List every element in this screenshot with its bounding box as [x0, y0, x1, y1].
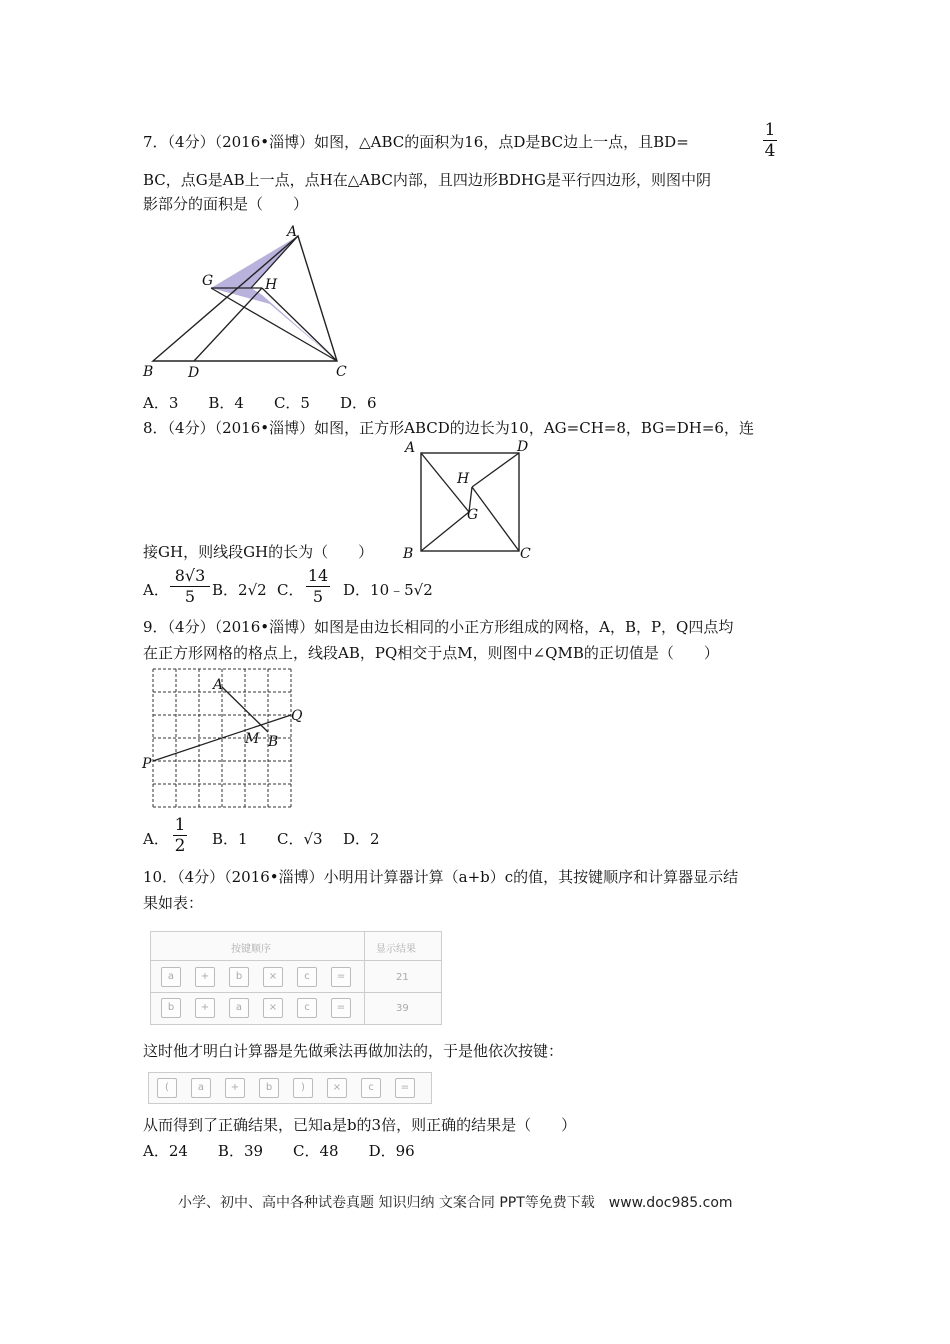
page-footer: 小学、初中、高中各种试卷真题 知识归纳 文案合同 PPT等免费下载 www.doc985.com: [178, 1195, 733, 1211]
q9-option-a-den: 2: [174, 836, 186, 856]
q10-text-line3: 这时他才明白计算器是先做乘法再做加法的，于是他依次按键：: [143, 1042, 564, 1060]
q8-label-a: A: [405, 440, 416, 456]
q8-option-b: B．2√2: [212, 581, 267, 599]
calculator-key: =: [331, 967, 351, 987]
q8-option-c: C．: [277, 581, 304, 599]
q7-fraction-den: 4: [764, 141, 776, 161]
q9-text-line2: 在正方形网格的格点上，线段AB，PQ相交于点M，则图中∠QMB的正切值是（ ）: [143, 644, 719, 662]
q7-text-line2: BC，点G是AB上一点，点H在△ABC内部，且四边形BDHG是平行四边形，则图中阴: [143, 171, 711, 189]
calculator-key: ×: [263, 998, 283, 1018]
calculator-key: b: [229, 967, 249, 987]
q9-label-a: A: [213, 677, 224, 693]
calculator-key: +: [195, 998, 215, 1018]
q7-label-d: D: [188, 365, 200, 381]
calculator-key: a: [191, 1078, 211, 1098]
q9-option-c: C．√3: [277, 830, 323, 848]
q10-table-header-keys: 按键顺序: [231, 944, 271, 955]
q8-label-d: D: [517, 439, 529, 455]
calculator-key: ×: [263, 967, 283, 987]
q8-text-line2: 接GH，则线段GH的长为（ ）: [143, 543, 374, 561]
q8-option-c-num: 14: [307, 566, 329, 585]
q8-option-a-fraction: [170, 566, 210, 607]
q10-table-row2-result: 39: [396, 1003, 409, 1014]
q8-square-figure: [400, 438, 540, 562]
calculator-key: a: [229, 998, 249, 1018]
q10-text-line1: 10．（4分）（2016•淄博）小明用计算器计算（a+b）c的值，其按键顺序和计算器显示结: [143, 868, 739, 886]
q10-text-line4: 从而得到了正确结果，已知a是b的3倍，则正确的结果是（ ）: [143, 1116, 577, 1134]
calculator-key: c: [361, 1078, 381, 1098]
calculator-key: +: [195, 967, 215, 987]
calculator-key: c: [297, 967, 317, 987]
q7-fraction-num: 1: [764, 120, 776, 140]
q9-label-q: Q: [291, 708, 303, 724]
q7-options: A．3 B．4 C．5 D．6: [143, 394, 377, 412]
q10-text-line2: 果如表：: [143, 894, 204, 912]
q8-option-a: A．: [143, 581, 169, 599]
q8-segment-dh: [472, 453, 519, 487]
q10-key-sequence: [148, 1072, 432, 1104]
q10-table-row1-result: 21: [396, 972, 409, 983]
q8-label-c: C: [520, 546, 531, 562]
q9-option-b: B．1: [212, 830, 248, 848]
q7-fraction: [763, 120, 777, 161]
q9-text-line1: 9．（4分）（2016•淄博）如图是由边长相同的小正方形组成的网格，A，B，P，Q四点均: [143, 618, 734, 636]
q9-label-m: M: [245, 731, 260, 747]
q7-label-c: C: [336, 364, 347, 380]
q9-option-a-num: 1: [174, 815, 186, 835]
calculator-key: =: [331, 998, 351, 1018]
q7-label-h: H: [265, 277, 278, 293]
q7-label-g: G: [202, 273, 214, 289]
q9-option-d: D．2: [343, 830, 380, 848]
q9-option-a: A．: [143, 830, 169, 848]
q8-option-c-fraction: [306, 566, 330, 607]
q8-option-c-den: 5: [312, 587, 324, 606]
q7-label-b: B: [143, 364, 154, 380]
q8-text-line1: 8．（4分）（2016•淄博）如图，正方形ABCD的边长为10，AG=CH=8，BG=DH=6，连: [143, 419, 754, 437]
calculator-key: +: [225, 1078, 245, 1098]
q7-triangle-abc: [153, 236, 337, 361]
q9-grid-figure: [138, 664, 318, 812]
q8-segment-ch: [472, 487, 519, 551]
q10-key-table: [150, 931, 442, 1025]
q7-label-a: A: [287, 224, 298, 240]
q8-label-h: H: [457, 471, 470, 487]
q8-option-d: D．10﹣5√2: [343, 581, 433, 599]
q8-option-a-num: 8√3: [174, 566, 206, 585]
q8-segment-bg: [421, 512, 469, 551]
calculator-key: ×: [327, 1078, 347, 1098]
q7-triangle-figure: [140, 222, 360, 382]
calculator-key: b: [161, 998, 181, 1018]
calculator-key: =: [395, 1078, 415, 1098]
q9-option-a-fraction: [173, 815, 187, 856]
calculator-key: (: [157, 1078, 177, 1098]
q7-text-line1: 7．（4分）（2016•淄博）如图，△ABC的面积为16，点D是BC边上一点，且BD=: [143, 133, 689, 151]
q9-label-b: B: [268, 734, 279, 750]
q9-label-p: P: [142, 756, 152, 772]
q10-options: A．24 B．39 C．48 D．96: [143, 1142, 415, 1160]
calculator-key: ): [293, 1078, 313, 1098]
q10-table-header-result: 显示结果: [376, 944, 416, 955]
q7-segment-dh: [194, 288, 262, 361]
calculator-key: b: [259, 1078, 279, 1098]
q8-option-a-den: 5: [184, 587, 196, 606]
calculator-key: a: [161, 967, 181, 987]
q7-text-line3: 影部分的面积是（ ）: [143, 195, 309, 213]
q7-shaded-region-top: [211, 236, 298, 288]
q8-label-b: B: [403, 546, 414, 562]
q8-label-g: G: [467, 507, 479, 523]
calculator-key: c: [297, 998, 317, 1018]
